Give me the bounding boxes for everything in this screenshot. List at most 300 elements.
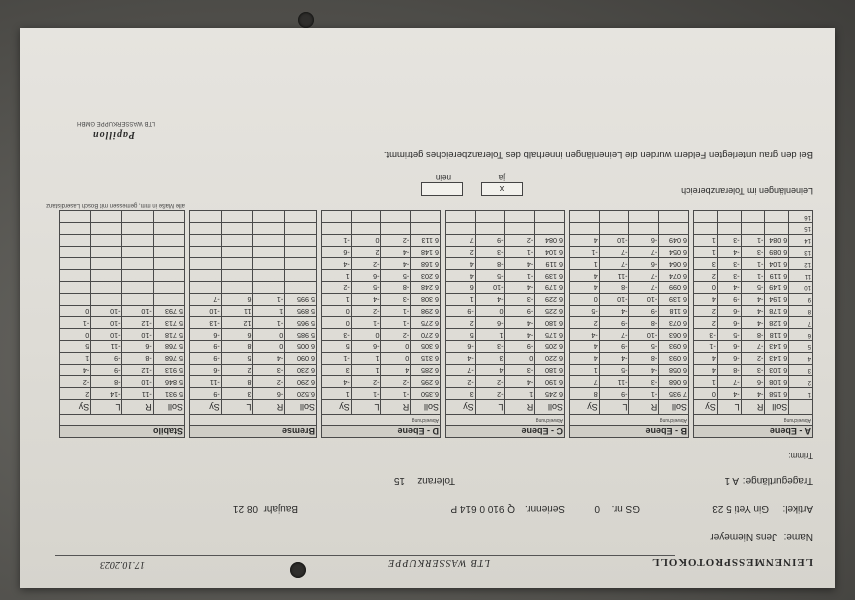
table-cell: -4 — [741, 317, 765, 329]
table-cell: -7 — [446, 364, 476, 376]
table-cell: 1 — [570, 258, 600, 270]
table-row — [322, 329, 441, 341]
table-cell — [190, 223, 222, 235]
table-row — [694, 329, 813, 341]
table-row — [694, 317, 813, 329]
table-cell: 0 — [253, 329, 285, 341]
table-row — [694, 234, 813, 246]
table-cell: 6 128 — [765, 317, 789, 329]
table-cell: 6 285 — [411, 364, 441, 376]
column-header: L — [221, 400, 253, 415]
table-cell: 5 713 — [153, 317, 184, 329]
table-cell: -1 — [505, 270, 535, 282]
table-cell: 6 073 — [659, 317, 689, 329]
table-cell: -6 — [190, 364, 222, 376]
table-cell: 6 — [446, 282, 476, 294]
table-cell: -8 — [629, 352, 659, 364]
table-cell: -10 — [629, 329, 659, 341]
table-cell: -8 — [629, 317, 659, 329]
table-row — [570, 341, 689, 353]
table-cell: 3 — [221, 388, 253, 400]
table-cell: 6 104 — [535, 246, 565, 258]
table-cell: -2 — [741, 352, 765, 364]
table-cell — [285, 234, 317, 246]
table-cell: 5 985 — [285, 329, 317, 341]
table-cell: -4 — [505, 317, 535, 329]
table-row — [446, 341, 565, 353]
table-row — [322, 317, 441, 329]
table-cell — [190, 270, 222, 282]
table-row — [190, 270, 317, 282]
table-cell: 5 — [322, 341, 352, 353]
paper-sheet — [20, 28, 835, 588]
table-cell — [717, 223, 741, 235]
table-row — [190, 341, 317, 353]
table-row — [446, 246, 565, 258]
table-row — [190, 282, 317, 294]
table-cell: -6 — [717, 317, 741, 329]
row-number: 4 — [789, 352, 813, 364]
table-cell: -5 — [629, 341, 659, 353]
table-row — [446, 376, 565, 388]
table-cell: -4 — [741, 388, 765, 400]
table-cell: -4 — [322, 376, 352, 388]
table-cell: -6 — [629, 234, 659, 246]
row-number: 5 — [789, 341, 813, 353]
table-row — [60, 364, 185, 376]
table-cell — [60, 293, 91, 305]
table-cell — [60, 234, 91, 246]
table-cell — [153, 282, 184, 294]
table-cell: 6 290 — [285, 376, 317, 388]
table-cell: -3 — [475, 341, 505, 353]
table-cell: 4 — [446, 270, 476, 282]
row-number: 11 — [789, 270, 813, 282]
table-cell — [91, 211, 122, 223]
table-cell: 7 — [570, 376, 600, 388]
table-cell — [717, 211, 741, 223]
table-row — [694, 341, 813, 353]
table-cell — [122, 223, 153, 235]
table-row — [322, 305, 441, 317]
table-cell: -7 — [717, 376, 741, 388]
table-row — [190, 317, 317, 329]
column-header: Soll — [535, 400, 565, 415]
table-cell: -6 — [629, 258, 659, 270]
table-cell: -9 — [190, 352, 222, 364]
signature-company: LTB WASSERKUPPE GMBH — [76, 120, 155, 126]
table-cell: 6 093 — [659, 352, 689, 364]
table-row — [694, 376, 813, 388]
table-cell: 6 298 — [411, 305, 441, 317]
table-row — [322, 352, 441, 364]
table-cell — [253, 270, 285, 282]
table-row — [322, 211, 441, 223]
table-b-ebene — [569, 210, 689, 438]
table-cell — [122, 270, 153, 282]
row-number: 9 — [789, 293, 813, 305]
table-cell: -2 — [253, 376, 285, 388]
artikel-label: Artikel: — [782, 503, 813, 514]
table-cell — [411, 223, 441, 235]
table-row — [570, 388, 689, 400]
table-row — [60, 352, 185, 364]
table-cell: 0 — [505, 352, 535, 364]
table-cell: -3 — [505, 293, 535, 305]
table-cell — [122, 258, 153, 270]
doc-date: 17.10.2023 — [100, 559, 145, 570]
table-cell: 5 768 — [153, 352, 184, 364]
table-cell: -5 — [741, 282, 765, 294]
column-header: Sy — [190, 400, 222, 415]
table-cell: -4 — [570, 329, 600, 341]
table-cell: 2 — [694, 270, 718, 282]
table-cell: 5 718 — [153, 329, 184, 341]
table-row — [190, 305, 317, 317]
column-header: Soll — [765, 400, 789, 415]
table-cell: -3 — [694, 329, 718, 341]
table-cell: 6 084 — [765, 234, 789, 246]
table-cell: 2 — [351, 246, 381, 258]
table-cell: 6 084 — [535, 234, 565, 246]
table-cell: 6 063 — [659, 329, 689, 341]
table-row — [190, 352, 317, 364]
table-row — [570, 270, 689, 282]
table-cell: 5 931 — [153, 388, 184, 400]
table-cell: 6 245 — [535, 388, 565, 400]
table-cell: -1 — [741, 234, 765, 246]
column-header: Sy — [446, 400, 476, 415]
table-cell: -6 — [475, 317, 505, 329]
table-cell — [659, 223, 689, 235]
table-cell: -10 — [122, 376, 153, 388]
table-cell: 6.350 — [411, 388, 441, 400]
table-row — [60, 258, 185, 270]
table-subheading: Abweichung — [570, 415, 689, 426]
gs-label: GS nr. — [611, 503, 640, 514]
doc-title: LEINENMESSPROTOKOLL — [651, 556, 813, 568]
table-row — [446, 364, 565, 376]
table-row — [570, 329, 689, 341]
table-cell: -9 — [599, 317, 629, 329]
row-number: 12 — [789, 258, 813, 270]
table-row — [446, 317, 565, 329]
table-cell: 2 — [60, 388, 91, 400]
table-cell — [153, 293, 184, 305]
table-cell: -9 — [505, 341, 535, 353]
table-cell — [60, 223, 91, 235]
table-cell: 0 — [381, 341, 411, 353]
table-cell: -9 — [446, 305, 476, 317]
table-cell: 0 — [322, 317, 352, 329]
table-cell: 5 995 — [285, 293, 317, 305]
table-cell: 6 104 — [765, 258, 789, 270]
table-cell — [221, 211, 253, 223]
table-cell: 8 — [221, 341, 253, 353]
table-cell: 1 — [322, 270, 352, 282]
table-cell: 1 — [694, 246, 718, 258]
table-cell: -4 — [322, 258, 352, 270]
table-cell: -2 — [505, 234, 535, 246]
table-cell — [221, 234, 253, 246]
table-cell — [221, 258, 253, 270]
table-row — [570, 246, 689, 258]
table-row — [446, 234, 565, 246]
table-cell: 6 118 — [765, 329, 789, 341]
table-cell: -11 — [599, 270, 629, 282]
table-cell — [253, 258, 285, 270]
column-header: R — [122, 400, 153, 415]
name-value: Jens Niemeyer — [710, 531, 777, 542]
row-number: 8 — [789, 305, 813, 317]
table-cell: 6 005 — [285, 341, 317, 353]
table-row — [570, 282, 689, 294]
table-cell: -1 — [505, 246, 535, 258]
table-row — [60, 246, 185, 258]
table-cell: -9 — [599, 341, 629, 353]
table-row — [570, 293, 689, 305]
table-cell: 2 — [446, 317, 476, 329]
table-cell: -6 — [351, 270, 381, 282]
table-cell: 6 058 — [659, 364, 689, 376]
table-cell: 0 — [570, 293, 600, 305]
table-cell: 6 108 — [765, 376, 789, 388]
column-header: R — [253, 400, 285, 415]
table-cell — [153, 270, 184, 282]
table-row — [694, 282, 813, 294]
row-number: 14 — [789, 234, 813, 246]
table-cell: -1 — [351, 317, 381, 329]
table-cell: -4 — [505, 258, 535, 270]
table-cell: 7 — [446, 234, 476, 246]
table-cell: 1 — [446, 293, 476, 305]
table-cell: 6 118 — [659, 305, 689, 317]
table-cell: -3 — [505, 364, 535, 376]
table-cell: -9 — [599, 388, 629, 400]
table-cell: -1 — [741, 258, 765, 270]
table-cell: -6 — [717, 341, 741, 353]
table-cell: -1 — [381, 388, 411, 400]
table-cell: -2 — [475, 388, 505, 400]
column-header: Sy — [570, 400, 600, 415]
table-cell: 3 — [322, 364, 352, 376]
table-cell: -10 — [91, 305, 122, 317]
table-cell: -1 — [741, 270, 765, 282]
table-cell: 0 — [322, 305, 352, 317]
table-heading: C - Ebene — [446, 426, 565, 438]
table-cell: -6 — [446, 341, 476, 353]
table-cell: 5 — [446, 329, 476, 341]
table-row — [694, 258, 813, 270]
row-number: 7 — [789, 317, 813, 329]
table-cell — [285, 258, 317, 270]
table-cell: 4 — [570, 341, 600, 353]
table-heading: B - Ebene — [570, 426, 689, 438]
table-cell: 6 099 — [659, 282, 689, 294]
table-cell: 7 935 — [659, 388, 689, 400]
table-cell — [91, 234, 122, 246]
table-subheading — [60, 415, 185, 426]
table-cell: 0 — [694, 282, 718, 294]
table-cell: 2 — [694, 305, 718, 317]
grey-note: Bei den grau unterlegten Feldern wurden die Leinenlängen innerhalb des Toleranzbereiches getrimmt. — [383, 149, 813, 160]
table-cell: 6 143 — [765, 341, 789, 353]
table-cell: -9 — [505, 305, 535, 317]
table-cell: 6 295 — [411, 376, 441, 388]
table-cell: -4 — [505, 329, 535, 341]
baujahr-label: Baujahr — [263, 503, 298, 514]
table-cell — [629, 223, 659, 235]
table-cell — [322, 211, 352, 223]
table-row — [60, 305, 185, 317]
table-cell: -2 — [60, 376, 91, 388]
table-row — [322, 258, 441, 270]
table-cell: 5 — [221, 352, 253, 364]
table-cell — [122, 282, 153, 294]
table-cell: -8 — [741, 329, 765, 341]
table-cell — [60, 211, 91, 223]
table-cell: 6 248 — [411, 282, 441, 294]
table-cell: -3 — [322, 329, 352, 341]
table-cell — [694, 211, 718, 223]
table-cell — [122, 293, 153, 305]
table-row — [60, 317, 185, 329]
table-cell: -4 — [381, 258, 411, 270]
table-cell: 4 — [570, 352, 600, 364]
table-cell: -4 — [475, 293, 505, 305]
table-cell: 0 — [694, 388, 718, 400]
table-cell: -1 — [253, 317, 285, 329]
table-cell: 6 — [221, 329, 253, 341]
column-header: L — [91, 400, 122, 415]
table-cell: 6 220 — [535, 352, 565, 364]
table-cell: -11 — [122, 388, 153, 400]
table-cell — [741, 211, 765, 223]
table-cell: -5 — [570, 305, 600, 317]
table-cell — [253, 234, 285, 246]
table-row — [446, 282, 565, 294]
table-cell: 6 308 — [411, 293, 441, 305]
table-cell: -4 — [505, 282, 535, 294]
table-heading: Bremse — [190, 426, 317, 438]
table-cell: -3 — [741, 364, 765, 376]
table-cell — [765, 223, 789, 235]
table-cell: 1 — [253, 305, 285, 317]
table-cell: 6 119 — [765, 270, 789, 282]
table-cell: -10 — [629, 293, 659, 305]
column-header: Sy — [60, 400, 91, 415]
table-cell: -2 — [381, 234, 411, 246]
table-row — [446, 293, 565, 305]
table-cell: -6 — [322, 246, 352, 258]
table-cell — [91, 293, 122, 305]
table-row — [570, 352, 689, 364]
column-header: L — [717, 400, 741, 415]
table-cell: 3 — [446, 388, 476, 400]
table-cell: 6 205 — [535, 341, 565, 353]
table-row — [570, 364, 689, 376]
table-cell — [629, 211, 659, 223]
table-cell: -7 — [599, 329, 629, 341]
table-row — [322, 234, 441, 246]
table-cell: -1 — [322, 234, 352, 246]
table-cell — [253, 282, 285, 294]
table-cell: -7 — [599, 258, 629, 270]
column-header: L — [475, 400, 505, 415]
row-number: 15 — [789, 223, 813, 235]
table-row — [322, 270, 441, 282]
tragegurt-value: A 1 — [724, 475, 739, 486]
table-cell: 6 049 — [659, 234, 689, 246]
trimm-label: Trimm: — [788, 451, 813, 460]
table-cell: -7 — [629, 270, 659, 282]
table-cell: 1 — [351, 364, 381, 376]
table-cell — [122, 234, 153, 246]
table-cell: 0 — [475, 305, 505, 317]
table-row — [190, 376, 317, 388]
table-cell: 6 194 — [765, 293, 789, 305]
table-cell: 4 — [475, 364, 505, 376]
column-header: L — [599, 400, 629, 415]
table-cell: -4 — [717, 246, 741, 258]
table-cell: -3 — [717, 234, 741, 246]
ja-checkbox[interactable]: x — [481, 182, 523, 196]
table-cell: -11 — [190, 376, 222, 388]
table-cell: -12 — [122, 317, 153, 329]
artikel-value: Gin Yeti 5 23 — [712, 503, 769, 514]
table-cell: 4 — [570, 270, 600, 282]
table-row — [60, 293, 185, 305]
table-cell: -12 — [122, 364, 153, 376]
table-row — [446, 270, 565, 282]
table-cell: -3 — [717, 270, 741, 282]
table-cell: 6 054 — [659, 246, 689, 258]
table-cell: 6 179 — [535, 282, 565, 294]
table-cell: 6 305 — [411, 341, 441, 353]
table-cell: 6 275 — [411, 317, 441, 329]
table-cell — [60, 258, 91, 270]
table-cell: 1 — [322, 293, 352, 305]
table-cell: 0 — [60, 305, 91, 317]
table-cell: -2 — [351, 258, 381, 270]
table-row — [446, 211, 565, 223]
nein-checkbox[interactable] — [421, 182, 463, 196]
table-cell: 6 090 — [285, 352, 317, 364]
table-cell: 6 190 — [535, 376, 565, 388]
table-cell — [253, 223, 285, 235]
table-heading: D - Ebene — [322, 426, 441, 438]
table-subheading: Abweichung — [694, 415, 813, 426]
table-cell: 5 768 — [153, 341, 184, 353]
table-cell: -10 — [91, 317, 122, 329]
table-cell — [411, 211, 441, 223]
table-row — [190, 293, 317, 305]
table-row — [694, 211, 813, 223]
table-cell: -5 — [717, 329, 741, 341]
table-cell — [153, 234, 184, 246]
table-cell — [153, 246, 184, 258]
table-cell: -1 — [570, 246, 600, 258]
table-row — [190, 258, 317, 270]
table-cell: 8 — [570, 388, 600, 400]
table-cell: -10 — [122, 329, 153, 341]
table-cell — [190, 234, 222, 246]
table-heading: Stabilo — [60, 426, 185, 438]
table-cell: 0 — [351, 234, 381, 246]
table-row — [190, 364, 317, 376]
table-cell: -5 — [599, 364, 629, 376]
table-subheading: Abweichung — [446, 415, 565, 426]
